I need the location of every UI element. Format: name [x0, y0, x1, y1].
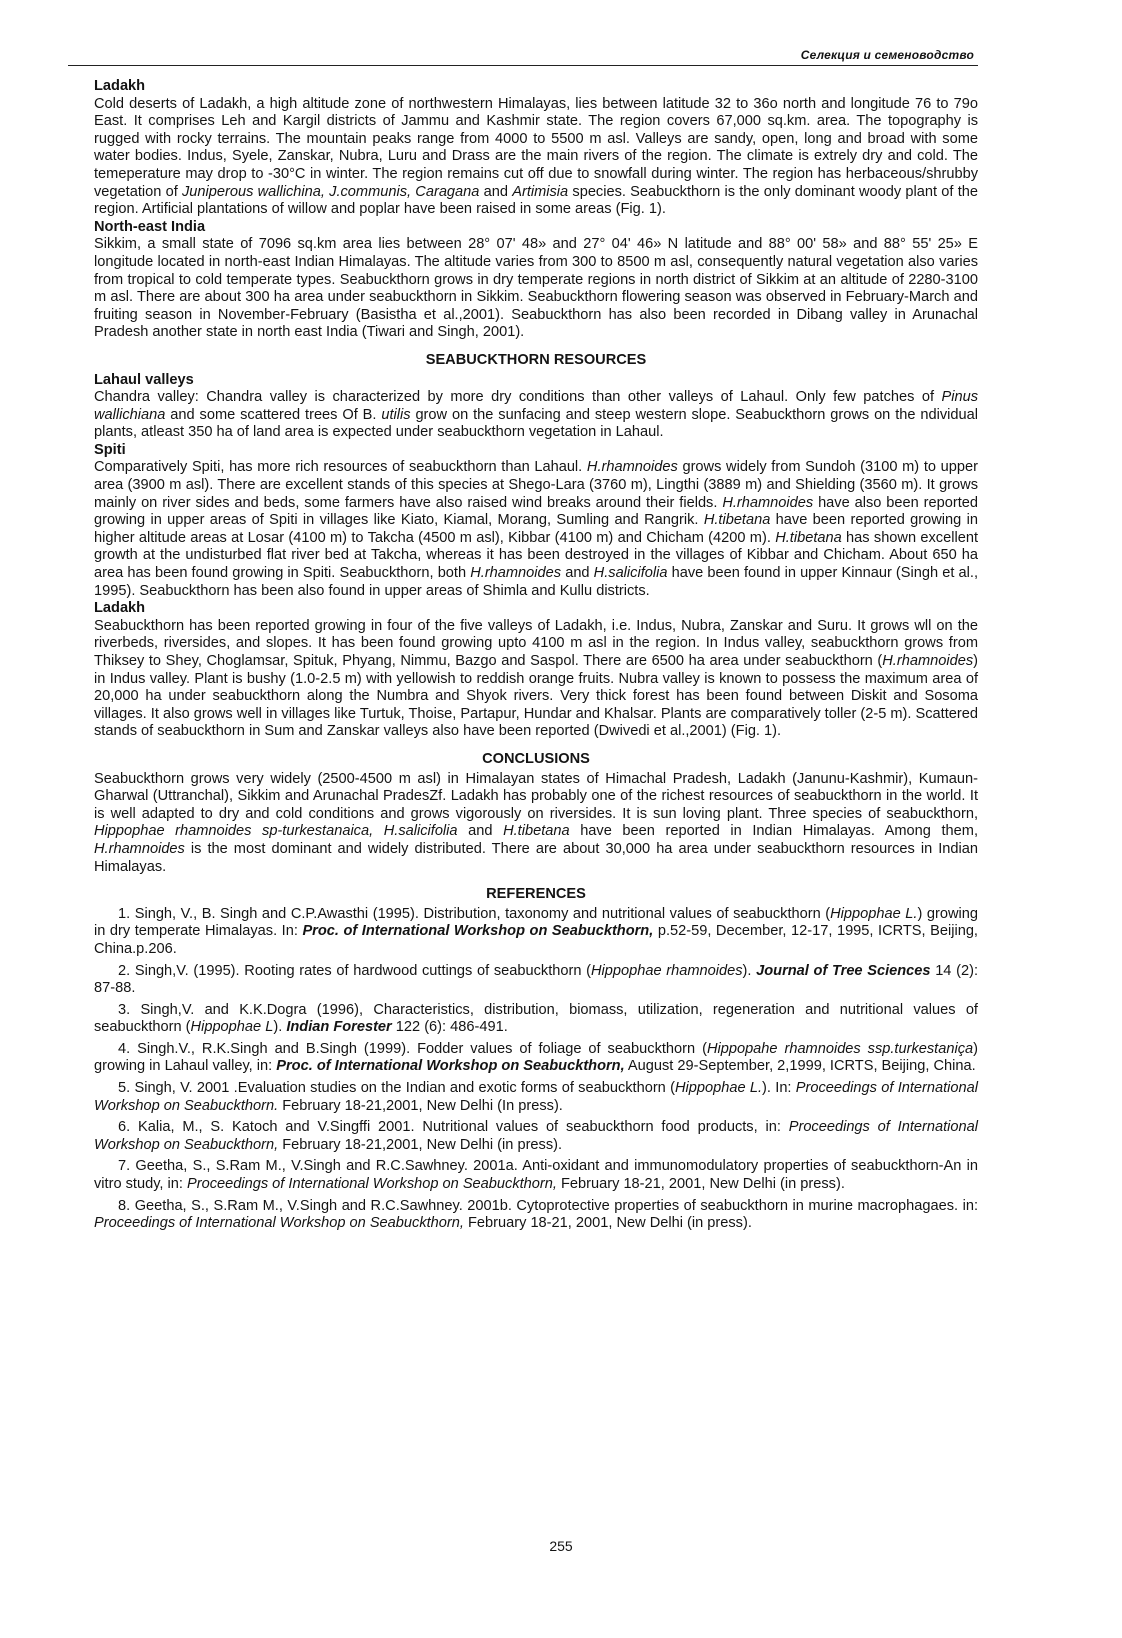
lahaul-heading: Lahaul valleys: [94, 371, 194, 388]
reference-item: [94, 963, 978, 998]
text-run: and some scattered trees Of B.: [165, 406, 382, 423]
species-name: Hippopahe rhamnoides ssp.turkestaniça: [706, 1040, 974, 1057]
ladakh-heading: Ladakh: [94, 78, 146, 94]
text-run: have been reported growing in higher altitude areas at Losar (4100 m) to Takcha (4500 m asl), Kibbar (4100 m) and Chicham (4200 m).: [94, 512, 978, 546]
text-run: Cold deserts of Ladakh, a high altitude zone of northwestern Himalayas, lies between latitude 32 to 36o north and longitude 76 to 79o East. It comprises Leh and Kargil districts of Jammu and Kashmir state. The region covers 67,000 sq.km. area. The topography is rugged with rocky terrains. The mountain peaks range from 4000 to 5500 m asl. Valleys are sandy, open, long and broad with some water bodies. Indus, Syele, Zanskar, Nubra, Luru and Drass are the main rivers of the region. The climate is extrely dry and cold. The temeperature may drop to -30°C in winter. The region remains cut off due to snowfall during winter. The region has herbaceous/shrubby vegetation of: [94, 95, 978, 200]
text-run: February 18-21, 2001, New Delhi (in press).: [556, 1176, 845, 1193]
species-name: Hippophae L.: [674, 1080, 763, 1097]
text-run: and: [561, 565, 594, 582]
species-name: H.rhamnoides: [470, 565, 562, 582]
text-run: grow on the sunfacing and steep western slope. Seabuckthorn grows on the ndividual plants, atleast 350 ha of land area is expected under seabuckthorn vegetation in Lahaul.: [94, 406, 978, 441]
text-run: ) growing in dry temperate Himalayas. In:: [94, 905, 978, 940]
species-name: Pinus wallichiana: [94, 389, 978, 423]
text-run: Seabuckthorn has been reported growing in four of the five valleys of Ladakh, i.e. Indus, Nubra, Zanskar and Suru. It grows wll on the riverbeds, riversides, and slopes. It has been found growing upto 4100 m asl in the region. In Indus valley, seabuckthorn grows from Thiksey to Shey, Choglamsar, Spituk, Phyang, Nimmu, Bazgo and Saspol. There are 6500 ha area under seabuckthorn (: [94, 617, 978, 669]
spiti-paragraph: [94, 459, 978, 600]
text-run: have also been reported growing in upper areas of Spiti in villages like Kiato, Kiamal, Morang, Sumling and Rangrik.: [94, 494, 978, 529]
source-title: Proc. of International Workshop on Seabuckthorn,: [276, 1058, 625, 1075]
source-title: Journal of Tree Sciences: [756, 962, 931, 979]
text-run: ) in Indus valley. Plant is bushy (1.0-2.5 m) with yellowish to reddish orange fruits. Nubra valley is known to possess the maximum area of 20,000 ha under seabuckthorn along the Numbra and Shyok rivers. Very thick forest has been found between Diskit and Sosoma villages. It also grows well in villages like Turtuk, Thoise, Partapur, Hundar and Khalsar. Plants are comparatively toller (2-5 m). Scattered stands of seabuckthorn in Sum and Zanskar valleys also have been reported (Dwivedi et al.,2001) (Fig. 1).: [94, 653, 978, 740]
text-run: species. Seabuckthorn is the only dominant woody plant of the region. Artificial plantations of willow and poplar have been raised in some areas (Fig. 1).: [94, 183, 978, 218]
text-run: February 18-21,2001, New Delhi (In press).: [278, 1097, 563, 1114]
ladakh-resources-heading: Ladakh: [94, 600, 146, 617]
text-run: ).: [273, 1019, 287, 1036]
species-name: Hippophae rhamnoides: [591, 962, 743, 979]
text-run: ). In:: [762, 1080, 796, 1097]
ladakh-paragraph: [94, 96, 978, 219]
page: [94, 48, 978, 1237]
resources-heading: SEABUCKTHORN RESOURCES: [425, 351, 647, 368]
text-run: 7. Geetha, S., S.Ram M., V.Singh and R.C.Sawhney. 2001a. Anti-oxidant and immunomodulatory properties of seabuckthorn-An in vitro study, in:: [94, 1158, 978, 1193]
text-run: 3. Singh,V. and K.K.Dogra (1996), Characteristics, distribution, biomass, utilization, regeneration and nutritional values of seabuckthorn (: [94, 1001, 978, 1036]
reference-item: [94, 1041, 978, 1076]
species-name: H.tibetana: [703, 512, 771, 529]
species-name: H.rhamnoides: [94, 840, 185, 857]
reference-item: [94, 1002, 978, 1037]
text-run: grows widely from Sundoh (3100 m) to upper area (3900 m asl). There are excellent stands of this species at Shego-Lara (3760 m), Lingthi (3889 m) and Shielding (3560 m). It grows mainly on river sides and beds, some farmers have also raised wind breaks around their fields.: [94, 459, 979, 511]
species-name: H.salicifolia: [593, 565, 668, 582]
species-name: Hippophae rhamnoides sp-turkestanaica, H.salicifolia: [94, 823, 458, 840]
source-title: Proceedings of International Workshop on Seabuckthorn,: [94, 1215, 464, 1232]
text-run: p.52-59, December, 12-17, 1995, ICRTS, Beijing, China.p.206.: [94, 923, 978, 957]
conclusions-heading: CONCLUSIONS: [482, 750, 590, 767]
species-name: Artimisia: [512, 183, 569, 200]
conclusions-paragraph: [94, 771, 978, 877]
text-run: and: [479, 183, 513, 200]
reference-item: [94, 1158, 978, 1193]
text-run: have been found in upper Kinnaur (Singh et al., 1995). Seabuckthorn has been also found in upper areas of Shimla and Kullu districts.: [94, 565, 978, 599]
species-name: H.tibetana: [775, 529, 842, 546]
species-name: H.rhamnoides: [586, 459, 678, 476]
text-run: 14 (2): 87-88.: [94, 962, 978, 997]
species-name: Juniperous wallichina, J.communis, Caragana: [181, 183, 480, 200]
species-name: Hippophae L.: [830, 905, 918, 922]
reference-item: [94, 906, 978, 959]
source-title: Proc. of International Workshop on Seabuckthorn,: [302, 923, 654, 940]
source-title: Indian Forester: [286, 1019, 392, 1036]
species-name: H.rhamnoides: [882, 653, 974, 669]
article-body: [94, 78, 978, 1233]
reference-item: [94, 1198, 978, 1233]
text-run: February 18-21,2001, New Delhi (in press).: [278, 1136, 563, 1153]
text-run: has shown excellent growth at the undisturbed flat river bed at Takcha, whereas it has been destroyed in the villages of Kibbar and Chicham. About 650 ha area has been found growing in Spiti. Seabuckthorn, both: [94, 529, 978, 582]
text-run: have been reported in Indian Himalayas. Among them,: [569, 823, 978, 840]
text-run: ).: [742, 962, 757, 979]
references-heading: REFERENCES: [486, 886, 586, 903]
source-title: Proceedings of International Workshop on Seabuckthorn,: [94, 1119, 978, 1153]
text-run: 5. Singh, V. 2001 .Evaluation studies on the Indian and exotic forms of seabuckthorn (: [118, 1080, 675, 1097]
species-name: utilis: [381, 406, 411, 423]
north-east-paragraph: Sikkim, a small state of 7096 sq.km area lies between 28° 07' 48» and 27° 04' 46» N latitude and 88° 00' 58» and 88° 55' 25» E longitude located in north-east Indian Himalayas. The altitude varies from 300 to 8500 m asl, consequently natural vegetation also varies from tropical to cold temperate types. Seabuckthorn grows in dry temperate regions in north district of Sikkim at an altitude of 2280-3100 m asl. There are about 300 ha area under seabuckthorn in Sikkim. Seabuckthorn flowering season was observed in February-March and fruiting season in November-February (Basistha et al.,2001). Seabuckthorn has also been recorded in Dibang valley in Arunachal Pradesh another state in north east India (Tiwari and Singh, 2001).: [94, 236, 978, 341]
text-run: 2. Singh,V. (1995). Rooting rates of hardwood cuttings of seabuckthorn (: [118, 962, 591, 979]
text-run: Comparatively Spiti, has more rich resources of seabuckthorn than Lahaul.: [94, 459, 587, 476]
text-run: 8. Geetha, S., S.Ram M., V.Singh and R.C.Sawhney. 2001b. Cytoprotective properties of seabuckthorn in murine macrophagaes. in:: [118, 1197, 978, 1214]
text-run: 122 (6): 486-491.: [391, 1019, 508, 1036]
reference-item: [94, 1119, 978, 1154]
text-run: 1. Singh, V., B. Singh and C.P.Awasthi (1995). Distribution, taxonomy and nutritional values of seabuckthorn (: [118, 905, 831, 922]
running-head: Селекция и семеноводство: [68, 48, 978, 66]
reference-item: [94, 1080, 978, 1115]
lahaul-paragraph: [94, 389, 978, 442]
text-run: February 18-21, 2001, New Delhi (in press).: [463, 1215, 752, 1232]
species-name: H.rhamnoides: [722, 494, 814, 511]
species-name: Hippophae L: [190, 1019, 274, 1036]
text-run: Chandra valley: Chandra valley is characterized by more dry conditions than other valleys of Lahaul. Only few patches of: [94, 389, 942, 406]
text-run: Seabuckthorn grows very widely (2500-4500 m asl) in Himalayan states of Himachal Pradesh, Ladakh (Janunu-Kashmir), Kumaun-Gharwal (Uttranchal), Sikkim and Arunachal PradesZf. Ladakh has probably one of the richest resources of seabuckthorn in the world. It is well adapted to dry and cold conditions and grows vigorously on riversides. It is sun loving plant. Three species of seabuckthorn,: [94, 770, 978, 822]
species-name: H.tibetana: [503, 823, 570, 840]
ladakh-resources-paragraph: [94, 618, 978, 741]
north-east-heading: North-east India: [94, 218, 206, 235]
text-run: 4. Singh.V., R.K.Singh and B.Singh (1999). Fodder values of foliage of seabuckthorn (: [118, 1040, 707, 1057]
text-run: is the most dominant and widely distributed. There are about 30,000 ha area under seabuckthorn resources in Indian Himalayas.: [94, 840, 978, 875]
text-run: August 29-September, 2,1999, ICRTS, Beijing, China.: [624, 1058, 976, 1075]
source-title: Proceedings of International Workshop on Seabuckthorn.: [94, 1080, 979, 1114]
spiti-heading: Spiti: [94, 441, 126, 458]
text-run: 6. Kalia, M., S. Katoch and V.Singffi 2001. Nutritional values of seabuckthorn food products, in:: [118, 1119, 789, 1136]
source-title: Proceedings of International Workshop on Seabuckthorn,: [187, 1176, 557, 1193]
text-run: and: [457, 823, 504, 840]
page-number: 255: [549, 1538, 573, 1554]
text-run: ) growing in Lahaul valley, in:: [94, 1040, 978, 1075]
